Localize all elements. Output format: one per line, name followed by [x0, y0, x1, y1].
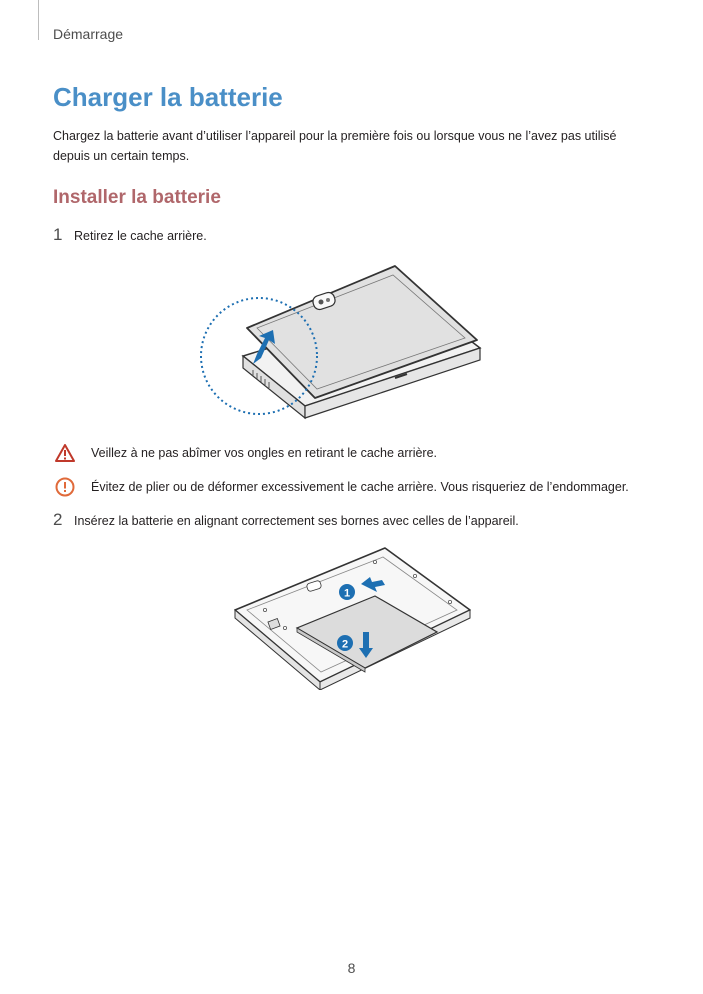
caution-note-text: Évitez de plier ou de déformer excessivement le cache arrière. Vous risqueriez de l’endommager.	[91, 480, 629, 494]
warning-note	[55, 443, 437, 463]
insert-battery-illustration	[225, 540, 475, 690]
page-number: 8	[347, 960, 356, 976]
warning-note-text: Veillez à ne pas abîmer vos ongles en retirant le cache arrière.	[91, 446, 438, 460]
section-header: Démarrage	[53, 26, 124, 42]
intro-paragraph: Chargez la batterie avant d’utiliser l’appareil pour la première fois ou lorsque vous ne l’avez pas utilisé depuis un certain temps.	[53, 129, 617, 163]
step-2	[53, 510, 519, 530]
step-text: Retirez le cache arrière.	[74, 229, 207, 243]
caution-note	[55, 477, 629, 497]
step-text: Insérez la batterie en alignant correctement ses bornes avec celles de l’appareil.	[74, 514, 519, 528]
page-title: Charger la batterie	[53, 82, 283, 112]
margin-rule	[38, 0, 39, 40]
step-number: 1	[53, 225, 63, 244]
warning-triangle-icon	[55, 443, 75, 463]
remove-back-cover-illustration	[195, 258, 495, 428]
caution-circle-icon	[55, 477, 75, 497]
callout-1: 1	[343, 587, 351, 600]
callout-2: 2	[341, 638, 349, 651]
step-1	[53, 225, 207, 245]
step-number: 2	[53, 510, 63, 529]
section-subtitle: Installer la batterie	[53, 187, 221, 208]
